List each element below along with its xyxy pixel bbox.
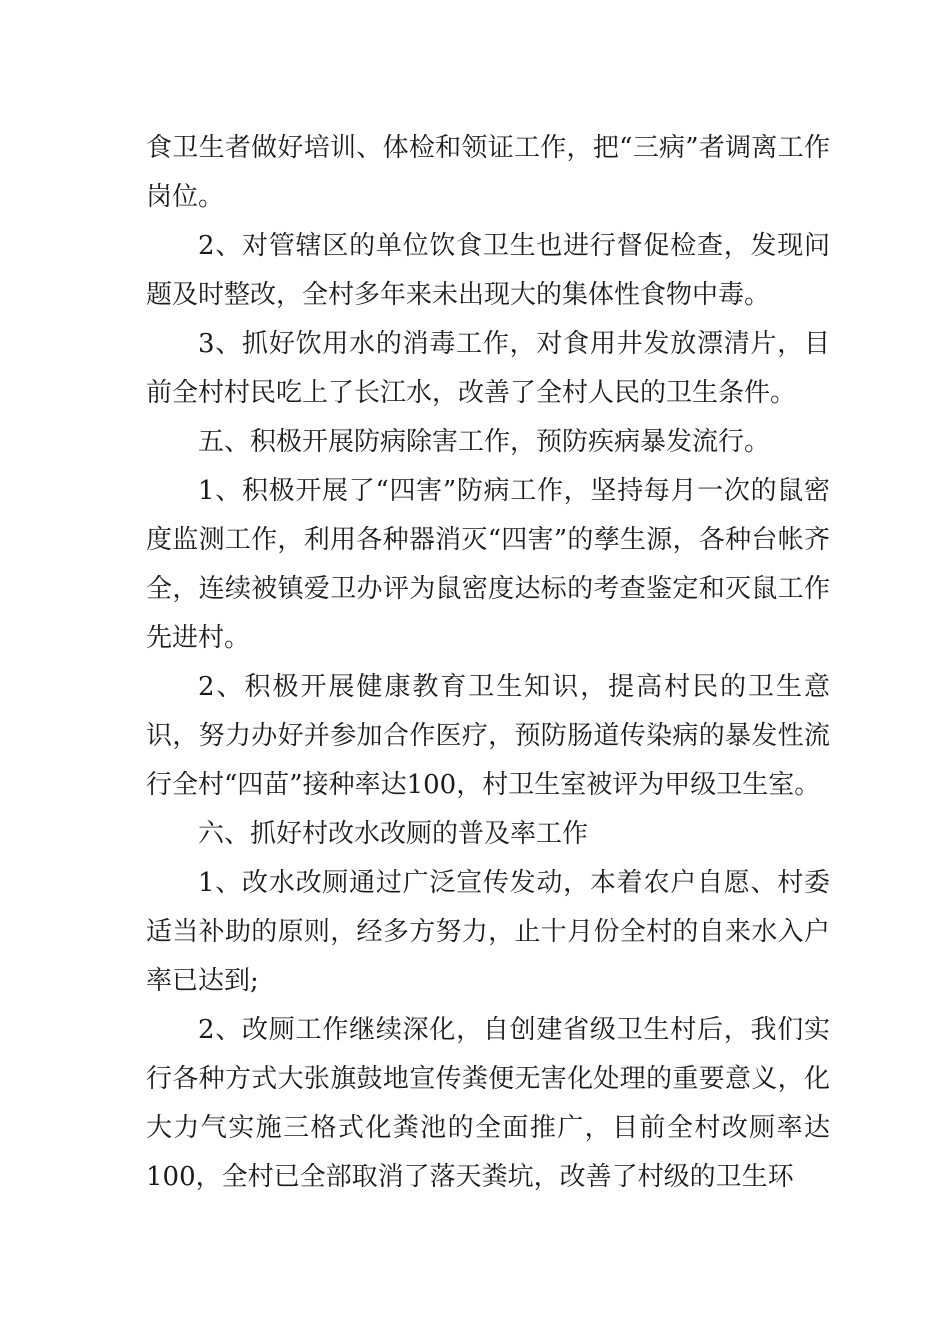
section-heading-5: 五、积极开展防病除害工作，预防疾病暴发流行。 (198, 427, 771, 457)
paragraph-3: 3、抓好饮用水的消毒工作，对食用井发放漂清片，目前全村村民吃上了长江水，改善了全村人民的卫生条件。 (146, 329, 830, 408)
paragraph-5: 1、积极开展了“四害”防病工作，坚持每月一次的鼠密度监测工作，利用各种器消灭“四害”的孳生源，各种台帐齐全，连续被镇爱卫办评为鼠密度达标的考查鉴定和灭鼠工作先进村。 (146, 476, 830, 653)
paragraph-1: 食卫生者做好培训、体检和领证工作，把“三病”者调离工作岗位。 (146, 133, 830, 212)
document-body (146, 124, 830, 1202)
paragraph-8: 1、改水改厕通过广泛宣传发动，本着农户自愿、村委适当补助的原则，经多方努力，止十月份全村的自来水入户率已达到; (146, 868, 830, 996)
paragraph-2: 2、对管辖区的单位饮食卫生也进行督促检查，发现问题及时整改，全村多年来未出现大的集体性食物中毒。 (146, 231, 830, 310)
paragraph-6: 2、积极开展健康教育卫生知识，提高村民的卫生意识，努力办好并参加合作医疗，预防肠道传染病的暴发性流行全村“四苗”接种率达100，村卫生室被评为甲级卫生室。 (146, 672, 830, 800)
section-heading-6: 六、抓好村改水改厕的普及率工作 (198, 819, 589, 849)
paragraph-9: 2、改厕工作继续深化，自创建省级卫生村后，我们实行各种方式大张旗鼓地宣传粪便无害化处理的重要意义，化大力气实施三格式化粪池的全面推广，目前全村改厕率达100，全村已全部取消了落天粪坑，改善了村级的卫生环 (146, 1015, 830, 1192)
